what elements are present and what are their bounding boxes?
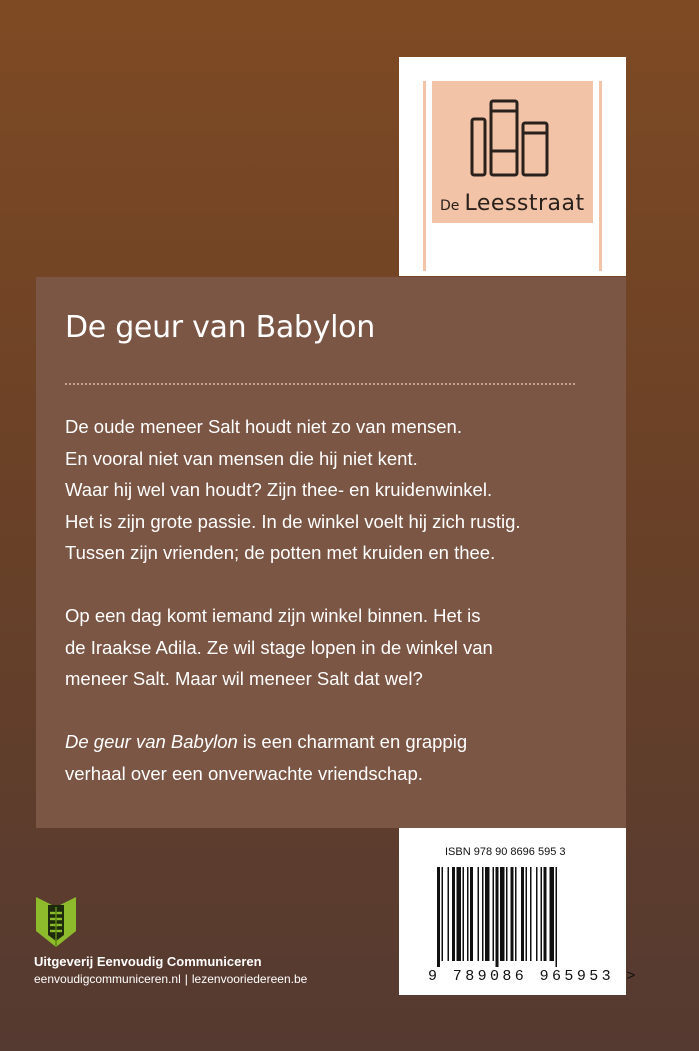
blurb-line: De oude meneer Salt houdt niet zo van mensen.: [65, 416, 462, 437]
blurb-paragraph-2: [65, 600, 493, 695]
blurb-line: Tussen zijn vrienden; de potten met kruiden en thee.: [65, 542, 496, 563]
series-logo: [432, 81, 593, 223]
series-logo-card: [399, 57, 626, 276]
isbn-label: ISBN 978 90 8696 595 3: [445, 846, 566, 858]
blurb-line: [65, 726, 467, 758]
url-separator: |: [184, 972, 188, 986]
series-logo-name: Leesstraat: [464, 191, 585, 216]
logo-right-line: [599, 81, 602, 271]
publisher-url-1[interactable]: eenvoudigcommuniceren.nl: [34, 972, 181, 986]
book-title: De geur van Babylon: [65, 310, 375, 345]
publisher-url-2[interactable]: lezenvooriedereen.be: [191, 972, 308, 986]
blurb-line: verhaal over een onverwachte vriendschap.: [65, 762, 423, 784]
barcode-number: 9 789086 965953 >: [428, 968, 639, 985]
blurb-line: Waar hij wel van houdt? Zijn thee- en kruidenwinkel.: [65, 479, 493, 500]
publisher-urls: [34, 972, 307, 986]
blurb-line: Op een dag komt iemand zijn winkel binnen. Het is: [65, 605, 481, 626]
book-leaf-icon: [34, 895, 78, 949]
dotted-divider: [65, 383, 575, 385]
logo-left-line: [423, 81, 426, 271]
blurb-line: Het is zijn grote passie. In de winkel voelt hij zich rustig.: [65, 510, 521, 532]
series-logo-wordmark: [440, 191, 585, 216]
books-icon: [470, 95, 560, 185]
barcode-card: [399, 828, 639, 995]
blurb-line: meneer Salt. Maar wil meneer Salt dat wel?: [65, 668, 423, 689]
blurb-panel: [36, 277, 626, 828]
blurb-paragraph-3: [65, 726, 467, 789]
barcode-icon: [437, 867, 587, 967]
blurb-paragraph-1: [65, 411, 521, 569]
series-logo-prefix: De: [440, 198, 460, 214]
blurb-line: En vooral niet van mensen die hij niet kent.: [65, 447, 418, 469]
publisher-name: Uitgeverij Eenvoudig Communiceren: [34, 954, 262, 969]
blurb-line: de Iraakse Adila. Ze wil stage lopen in de winkel van: [65, 636, 493, 658]
blurb-line-rest: is een charmant en grappig: [237, 731, 468, 752]
blurb-title-italic: De geur van Babylon: [65, 731, 238, 752]
